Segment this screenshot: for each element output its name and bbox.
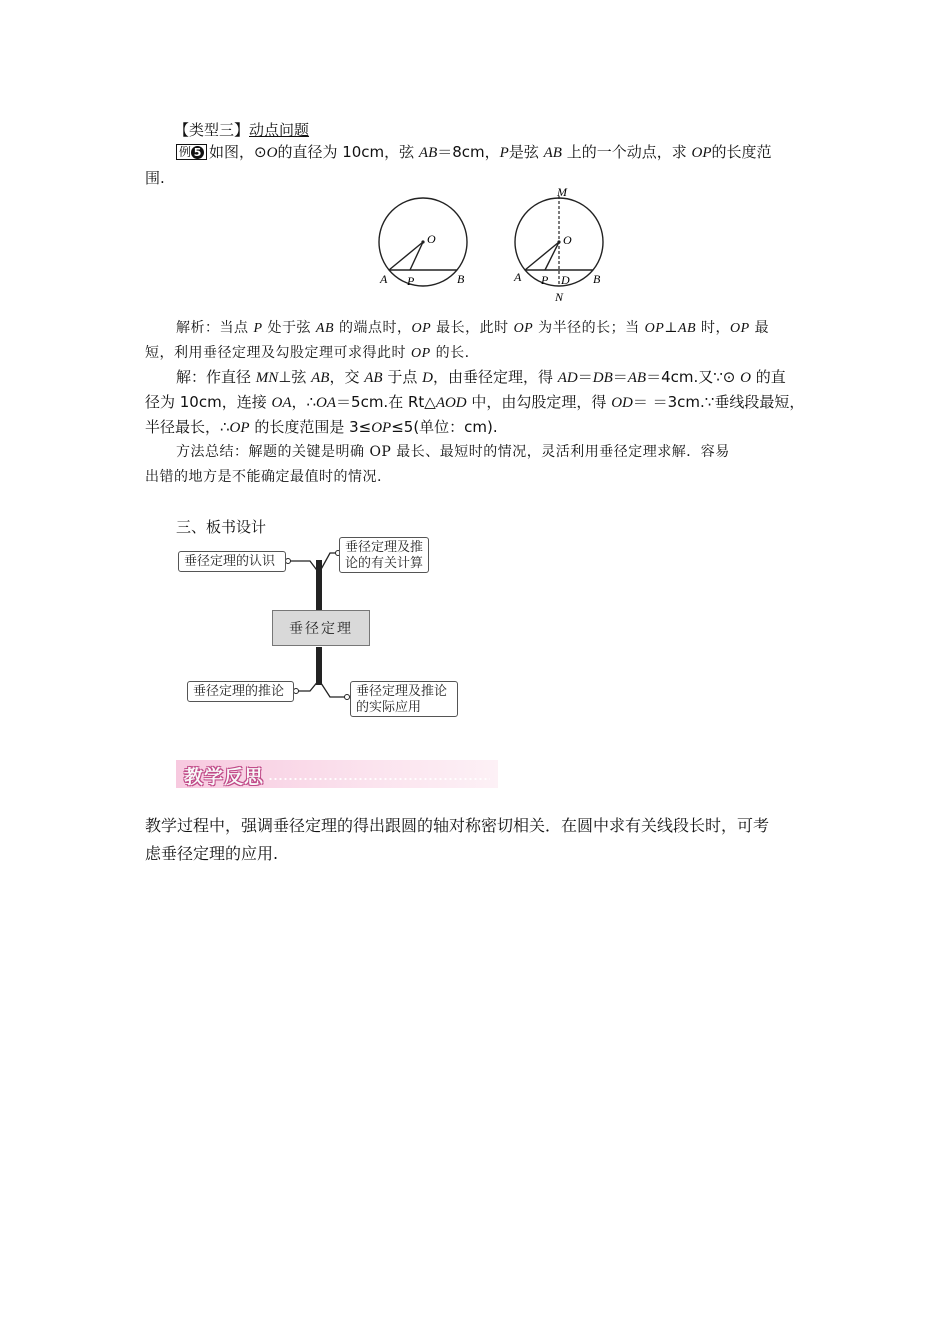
text-run: 半径最长，∴ <box>145 418 230 436</box>
math-variable: O <box>266 145 278 161</box>
reflection-line-2: 虑垂径定理的应用. <box>145 844 279 863</box>
fig1-label-a: A <box>380 272 388 286</box>
math-variable: AOD <box>435 395 467 411</box>
example-line-1-text <box>209 143 771 161</box>
mindmap-top-right-line-1: 垂径定理及推 <box>345 540 424 555</box>
text-run: ＝4cm.又∵⊙ <box>646 368 741 386</box>
example-line-1 <box>176 139 772 167</box>
mindmap-bottom-right-line-1: 垂径定理及推论 <box>356 684 448 699</box>
text-run: ＝ <box>612 368 628 386</box>
math-variable: P <box>499 145 509 161</box>
board-heading: 三、板书设计 <box>176 518 267 536</box>
method-line-1: 方法总结：解题的关键是明确 OP 最长、最短时的情况，灵活利用垂径定理求解．容易 <box>176 444 730 460</box>
math-variable: OD <box>611 395 633 411</box>
fig2-label-a: A <box>514 270 522 284</box>
mindmap-top-right <box>339 537 429 573</box>
math-variable: AB <box>677 321 697 336</box>
math-variable: D <box>422 370 433 386</box>
text-run: ＝8cm， <box>437 143 500 161</box>
text-run: 径为 10cm，连接 <box>145 393 272 411</box>
fig2-label-b: B <box>593 272 601 286</box>
math-variable: AD <box>557 370 578 386</box>
example-line-2: 围. <box>145 169 165 187</box>
math-variable: AB <box>627 370 647 386</box>
reflection-banner-title: 教学反思 <box>184 766 265 788</box>
math-variable: OP <box>730 321 750 336</box>
text-run: 上的一个动点，求 <box>561 143 692 161</box>
math-variable: OP <box>410 346 431 361</box>
text-run: 为半径的长；当 <box>533 320 645 336</box>
math-variable: OP <box>411 321 432 336</box>
reflection-banner-dots <box>268 778 490 780</box>
fig1-label-b: B <box>457 272 465 286</box>
text-run: 的直径为 10cm，弦 <box>277 143 419 161</box>
method-line-2: 出错的地方是不能确定最值时的情况. <box>145 469 382 485</box>
reflection-line-1: 教学过程中，强调垂径定理的得出跟圆的轴对称密切相关．在圆中求有关线段长时，可考 <box>145 816 770 835</box>
text-run: ⊥ <box>664 320 678 336</box>
math-variable: OA <box>316 395 337 411</box>
text-run: 的直 <box>751 368 786 386</box>
fig2-label-p: P <box>541 273 549 287</box>
text-run: ，由垂径定理，得 <box>432 368 558 386</box>
fig2-label-d: D <box>561 273 570 287</box>
fig1-label-o: O <box>427 232 436 246</box>
reflection-banner <box>176 760 498 788</box>
math-variable: OP <box>513 321 534 336</box>
text-run: ＝5cm.在 Rt△ <box>336 393 436 411</box>
math-variable: MN <box>255 370 279 386</box>
text-run: ⊥弦 <box>278 368 312 386</box>
text-run: 的端点时， <box>334 320 412 336</box>
mindmap-center <box>272 610 370 646</box>
mindmap-bottom-right-line-2: 的实际应用 <box>356 700 422 715</box>
example-badge-label: 例 <box>179 145 192 159</box>
mindmap-top-left <box>178 551 286 572</box>
math-variable: DB <box>592 370 613 386</box>
math-variable: AB <box>315 321 335 336</box>
solution-line-2 <box>145 389 804 417</box>
text-run: ＝ ＝3cm.∵垂线段最短， <box>632 393 805 411</box>
math-variable: P <box>253 321 263 336</box>
math-variable: O <box>740 370 751 386</box>
text-run: 中，由勾股定理，得 <box>466 393 612 411</box>
text-run: 处于弦 <box>262 320 316 336</box>
text-run: ，交 <box>329 368 365 386</box>
math-variable: OP <box>371 420 392 436</box>
text-run: 是弦 <box>508 143 544 161</box>
text-run: 如图，⊙ <box>209 143 267 161</box>
text-run: 最 <box>749 320 770 336</box>
text-run: 时， <box>696 320 731 336</box>
text-run: 短，利用垂径定理及勾股定理可求得此时 <box>145 345 411 361</box>
mindmap-bottom-right <box>350 681 458 717</box>
type3-title: 动点问题 <box>249 121 310 139</box>
fig1-label-p: P <box>407 274 415 288</box>
figure-circle-2 <box>505 183 615 308</box>
math-variable: AB <box>418 145 438 161</box>
text-run: ，∴ <box>291 393 317 411</box>
text-run: 解：作直径 <box>176 368 256 386</box>
math-variable: AB <box>364 370 383 386</box>
mindmap-bottom-left-text: 垂径定理的推论 <box>193 684 285 699</box>
text-run: 的长度范 <box>711 143 772 161</box>
text-run: ≤5(单位：cm). <box>391 418 498 436</box>
fig2-label-n: N <box>555 290 564 304</box>
math-variable: OP <box>691 145 712 161</box>
analysis-line-1 <box>176 315 769 342</box>
figure-circle-1 <box>370 195 480 295</box>
fig2-label-o: O <box>563 233 572 247</box>
solution-line-3 <box>145 414 498 442</box>
mindmap-bottom-left <box>187 681 294 702</box>
math-variable: OA <box>271 395 292 411</box>
fig2-label-m: M <box>557 185 567 199</box>
analysis-line-2 <box>145 340 470 367</box>
math-variable: OP <box>644 321 665 336</box>
math-variable: AB <box>311 370 330 386</box>
text-run: ＝ <box>577 368 593 386</box>
text-run: 最长，此时 <box>431 320 514 336</box>
mindmap-top-right-line-2: 论的有关计算 <box>345 556 424 571</box>
mindmap-top-left-text: 垂径定理的认识 <box>184 554 276 569</box>
example-badge <box>176 144 207 160</box>
math-variable: OP <box>229 420 250 436</box>
mindmap-center-text: 垂径定理 <box>289 621 353 637</box>
text-run: 的长. <box>430 345 470 361</box>
text-run: 解析：当点 <box>176 320 254 336</box>
text-run: 的长度范围是 3≤ <box>249 418 372 436</box>
text-run: 于点 <box>382 368 423 386</box>
type3-bracket: 【类型三】 <box>174 121 250 139</box>
example-badge-number: 5 <box>191 146 204 159</box>
math-variable: AB <box>543 145 562 161</box>
solution-line-1 <box>176 364 786 392</box>
